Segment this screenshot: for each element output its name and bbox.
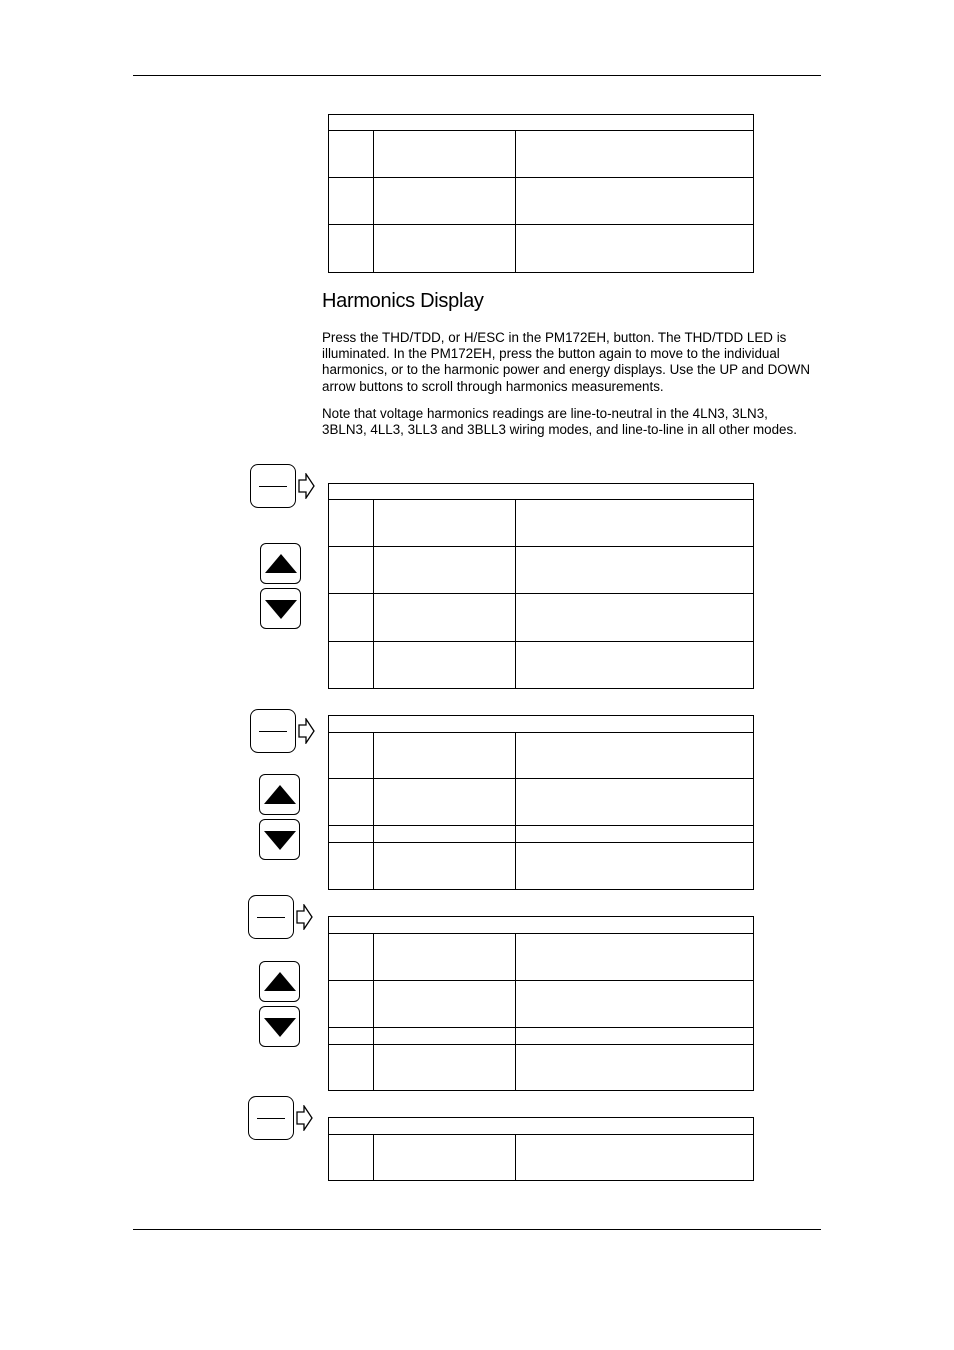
table-title-row <box>329 716 753 733</box>
header-rule <box>133 75 821 76</box>
down-arrow-icon <box>260 820 301 861</box>
table-row <box>329 1028 753 1045</box>
down-arrow-button[interactable] <box>260 588 301 629</box>
down-arrow-button[interactable] <box>259 819 300 860</box>
right-hollow-arrow-icon <box>298 718 316 744</box>
table-row <box>329 934 753 981</box>
down-arrow-button[interactable] <box>259 1006 300 1047</box>
table-title-row <box>329 917 753 934</box>
up-arrow-button[interactable] <box>259 961 300 1002</box>
table-row <box>329 547 753 594</box>
display-table-thd <box>328 483 754 689</box>
table-row <box>329 826 753 843</box>
right-hollow-arrow-icon <box>296 904 314 930</box>
display-table-harmonic-energy <box>328 1117 754 1181</box>
right-hollow-arrow-icon <box>296 1105 314 1131</box>
table-title-row <box>329 115 753 131</box>
up-arrow-icon <box>261 544 302 585</box>
table-row <box>329 642 753 688</box>
table-title-row <box>329 1118 753 1135</box>
down-arrow-icon <box>261 589 302 630</box>
right-hollow-arrow-icon <box>298 473 316 499</box>
select-key-icon[interactable] <box>250 709 296 753</box>
up-arrow-icon <box>260 962 301 1003</box>
section-heading: Harmonics Display <box>322 290 484 312</box>
table-row <box>329 594 753 642</box>
table-row <box>329 779 753 826</box>
display-table-individual-harmonics <box>328 715 754 890</box>
table-row <box>329 1135 753 1180</box>
table-row <box>329 843 753 889</box>
table-row <box>329 733 753 779</box>
note-paragraph: Note that voltage harmonics readings are line-to-neutral in the 4LN3, 3LN3, 3BLN3, 4LL3, 3LL3 and 3BLL3 wiring modes, and line-to-line in all other modes. <box>322 406 797 438</box>
table-row <box>329 178 753 225</box>
down-arrow-icon <box>260 1007 301 1048</box>
table-row <box>329 225 753 272</box>
up-arrow-button[interactable] <box>260 543 301 584</box>
select-key-icon[interactable] <box>250 464 296 508</box>
up-arrow-button[interactable] <box>259 774 300 815</box>
select-key-icon[interactable] <box>248 1096 294 1140</box>
table-row <box>329 500 753 547</box>
up-arrow-icon <box>260 775 301 816</box>
table-title-row <box>329 484 753 500</box>
footer-rule <box>133 1229 821 1230</box>
intro-paragraph: Press the THD/TDD, or H/ESC in the PM172EH, button. The THD/TDD LED is illuminated. In the PM172EH, press the button again to move to the individual harmonics, or to the harmonic power and energy displays. Use the UP and DOWN arrow buttons to scroll through harmonics measurements. <box>322 330 810 394</box>
select-key-icon[interactable] <box>248 895 294 939</box>
table-row <box>329 1045 753 1090</box>
display-table-previous <box>328 114 754 273</box>
display-table-harmonic-power <box>328 916 754 1091</box>
table-row <box>329 131 753 178</box>
table-row <box>329 981 753 1028</box>
